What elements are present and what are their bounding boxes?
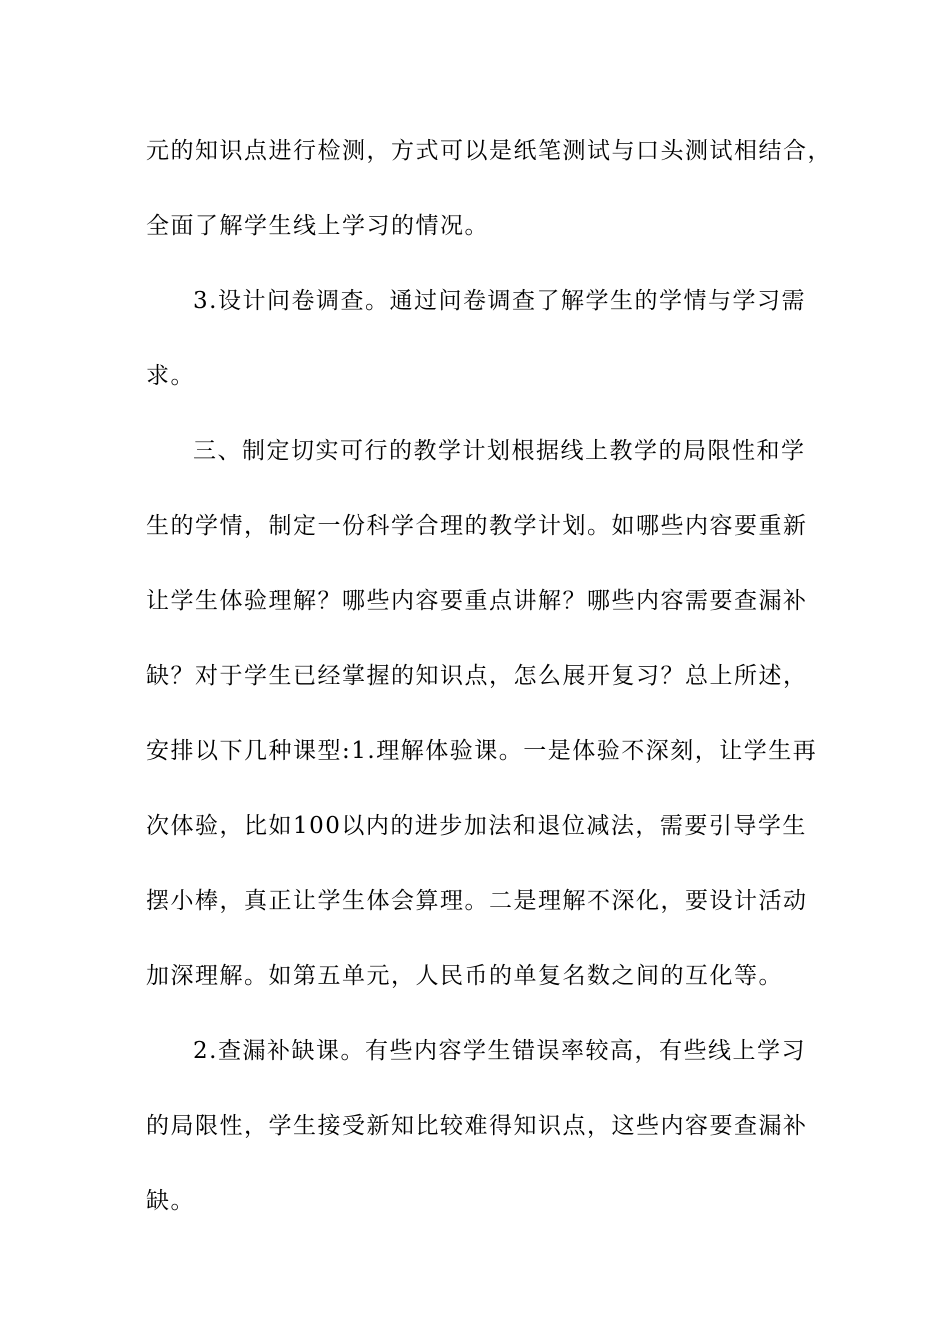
text-line: 缺？对于学生已经掌握的知识点，怎么展开复习？总上所述， bbox=[146, 663, 808, 689]
text-line: 全面了解学生线上学习的情况。 bbox=[146, 213, 489, 239]
text-line: 元的知识点进行检测，方式可以是纸笔测试与口头测试相结合， bbox=[146, 138, 832, 164]
text-line: 三、制定切实可行的教学计划根据线上教学的局限性和学 bbox=[193, 438, 806, 464]
text-line: 摆小棒，真正让学生体会算理。二是理解不深化，要设计活动 bbox=[146, 888, 808, 914]
text-line: 加深理解。如第五单元，人民币的单复名数之间的互化等。 bbox=[146, 963, 783, 989]
text-line: 生的学情，制定一份科学合理的教学计划。如哪些内容要重新 bbox=[146, 513, 808, 539]
text-line: 次体验，比如100以内的进步加法和退位减法，需要引导学生 bbox=[146, 813, 807, 839]
text-line: 3.设计问卷调查。通过问卷调查了解学生的学情与学习需 bbox=[193, 288, 806, 314]
text-line: 2.查漏补缺课。有些内容学生错误率较高，有些线上学习 bbox=[193, 1038, 806, 1064]
text-line: 缺。 bbox=[146, 1188, 195, 1214]
text-line: 让学生体验理解？哪些内容要重点讲解？哪些内容需要查漏补 bbox=[146, 588, 808, 614]
text-line: 的局限性，学生接受新知比较难得知识点，这些内容要查漏补 bbox=[146, 1113, 808, 1139]
text-line: 求。 bbox=[146, 363, 195, 389]
text-line: 安排以下几种课型:1.理解体验课。一是体验不深刻，让学生再 bbox=[146, 738, 818, 764]
